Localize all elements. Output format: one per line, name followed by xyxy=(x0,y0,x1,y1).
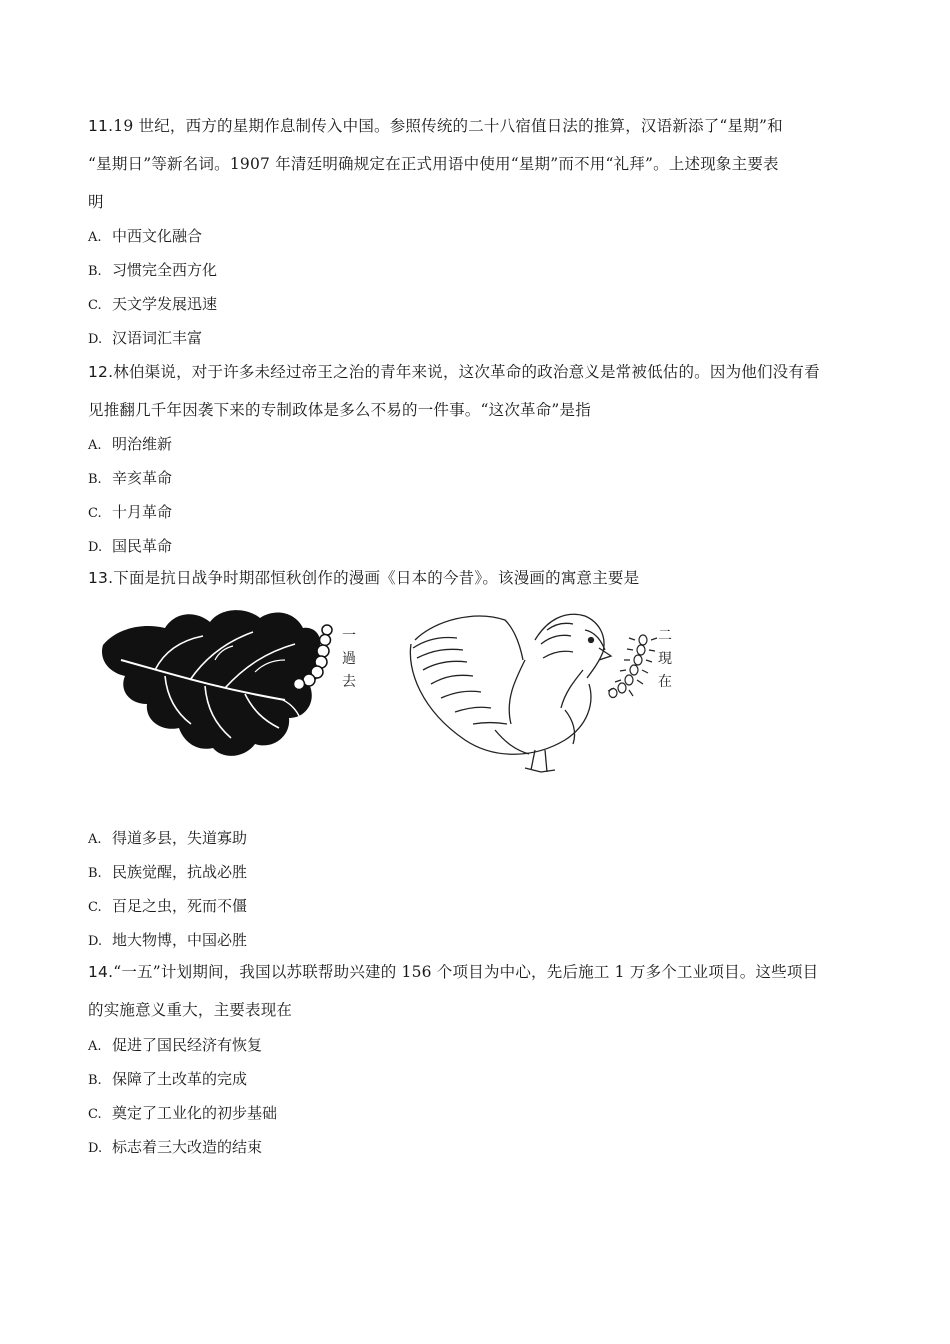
option-letter: B. xyxy=(88,1073,102,1088)
q11-option-b[interactable] xyxy=(88,260,217,282)
left-caption-char-2: 過 xyxy=(342,651,356,667)
option-text: 民族觉醒，抗战必胜 xyxy=(112,863,248,881)
q11-stem-line-1 xyxy=(88,116,783,136)
rooster-drawing xyxy=(410,614,611,772)
option-text: 奠定了工业化的初步基础 xyxy=(112,1104,278,1122)
option-text: 保障了土改革的完成 xyxy=(112,1070,248,1088)
option-text: 国民革命 xyxy=(112,537,173,555)
q14-stem-text-1: “一五”计划期间，我国以苏联帮助兴建的 156 个项目为中心，先后施工 1 万多个工业项目。这些项目 xyxy=(113,963,819,981)
right-caption-char-3: 在 xyxy=(658,674,672,690)
option-letter: A. xyxy=(88,1039,102,1054)
q13-option-c[interactable] xyxy=(88,896,247,918)
q12-stem-text-1: 林伯渠说，对于许多未经过帝王之治的青年来说，这次革命的政治意义是常被低估的。因为他们没有看 xyxy=(113,363,820,381)
option-letter: B. xyxy=(88,264,102,279)
q12-option-c[interactable] xyxy=(88,502,172,524)
q12-stem-line-1 xyxy=(88,362,820,382)
option-letter: B. xyxy=(88,472,102,487)
option-letter: C. xyxy=(88,298,102,313)
option-letter: B. xyxy=(88,866,102,881)
option-letter: A. xyxy=(88,832,102,847)
q12-stem-line-2: 见推翻几千年因袭下来的专制政体是多么不易的一件事。“这次革命”是指 xyxy=(88,401,591,419)
q11-option-a[interactable] xyxy=(88,226,202,248)
q14-stem-line-2: 的实施意义重大，主要表现在 xyxy=(88,1001,293,1019)
centipede-drawing xyxy=(608,635,657,698)
q13-option-b[interactable] xyxy=(88,862,247,884)
q13-number: 13. xyxy=(88,569,114,587)
q12-number: 12. xyxy=(88,363,114,381)
q13-stem-text-1: 下面是抗日战争时期邵恒秋创作的漫画《日本的今昔》。该漫画的寓意主要是 xyxy=(113,569,640,587)
left-caption-char-3: 去 xyxy=(342,674,356,690)
q11-option-d[interactable] xyxy=(88,328,202,350)
q14-option-c[interactable] xyxy=(88,1103,277,1125)
option-text: 中西文化融合 xyxy=(112,227,203,245)
option-text: 十月革命 xyxy=(112,503,173,521)
q12-option-a[interactable] xyxy=(88,434,172,456)
option-letter: C. xyxy=(88,1107,102,1122)
option-letter: D. xyxy=(88,1141,103,1156)
option-letter: D. xyxy=(88,332,103,347)
right-caption xyxy=(657,628,673,691)
q13-option-a[interactable] xyxy=(88,828,247,850)
left-caption xyxy=(341,628,357,691)
option-letter: C. xyxy=(88,900,102,915)
q11-option-c[interactable] xyxy=(88,294,217,316)
q14-option-a[interactable] xyxy=(88,1035,262,1057)
q12-option-b[interactable] xyxy=(88,468,172,490)
option-text: 汉语词汇丰富 xyxy=(112,329,203,347)
right-caption-char-2: 現 xyxy=(658,651,672,667)
q11-stem-line-3: 明 xyxy=(88,193,104,211)
right-caption-char-1: 二 xyxy=(658,628,672,644)
option-text: 习惯完全西方化 xyxy=(112,261,218,279)
option-text: 得道多县，失道寡助 xyxy=(112,829,248,847)
option-letter: D. xyxy=(88,540,103,555)
option-letter: D. xyxy=(88,934,103,949)
option-letter: A. xyxy=(88,230,102,245)
q11-stem-text-1: 19 世纪，西方的星期作息制传入中国。参照传统的二十八宿值日法的推算，汉语新添了“星期”和 xyxy=(113,117,783,135)
q12-option-d[interactable] xyxy=(88,536,172,558)
q13-cartoon xyxy=(95,600,695,780)
q14-option-d[interactable] xyxy=(88,1137,262,1159)
q13-stem-line-1 xyxy=(88,568,639,588)
option-text: 促进了国民经济有恢复 xyxy=(112,1036,263,1054)
q11-stem-line-2: “星期日”等新名词。1907 年清廷明确规定在正式用语中使用“星期”而不用“礼拜”。上述现象主要表 xyxy=(88,155,779,173)
q14-option-b[interactable] xyxy=(88,1069,247,1091)
option-letter: A. xyxy=(88,438,102,453)
option-text: 天文学发展迅速 xyxy=(112,295,218,313)
option-text: 百足之虫，死而不僵 xyxy=(112,897,248,915)
option-text: 明治维新 xyxy=(112,435,173,453)
option-text: 辛亥革命 xyxy=(112,469,173,487)
q14-number: 14. xyxy=(88,963,114,981)
q14-stem-line-1 xyxy=(88,962,818,982)
left-caption-char-1: 一 xyxy=(342,628,356,644)
option-text: 标志着三大改造的结束 xyxy=(112,1138,263,1156)
q13-option-d[interactable] xyxy=(88,930,247,952)
q11-number: 11. xyxy=(88,117,114,135)
option-text: 地大物博，中国必胜 xyxy=(112,931,248,949)
option-letter: C. xyxy=(88,506,102,521)
leaf-drawing xyxy=(102,610,323,756)
cartoon-illustration xyxy=(95,600,695,780)
